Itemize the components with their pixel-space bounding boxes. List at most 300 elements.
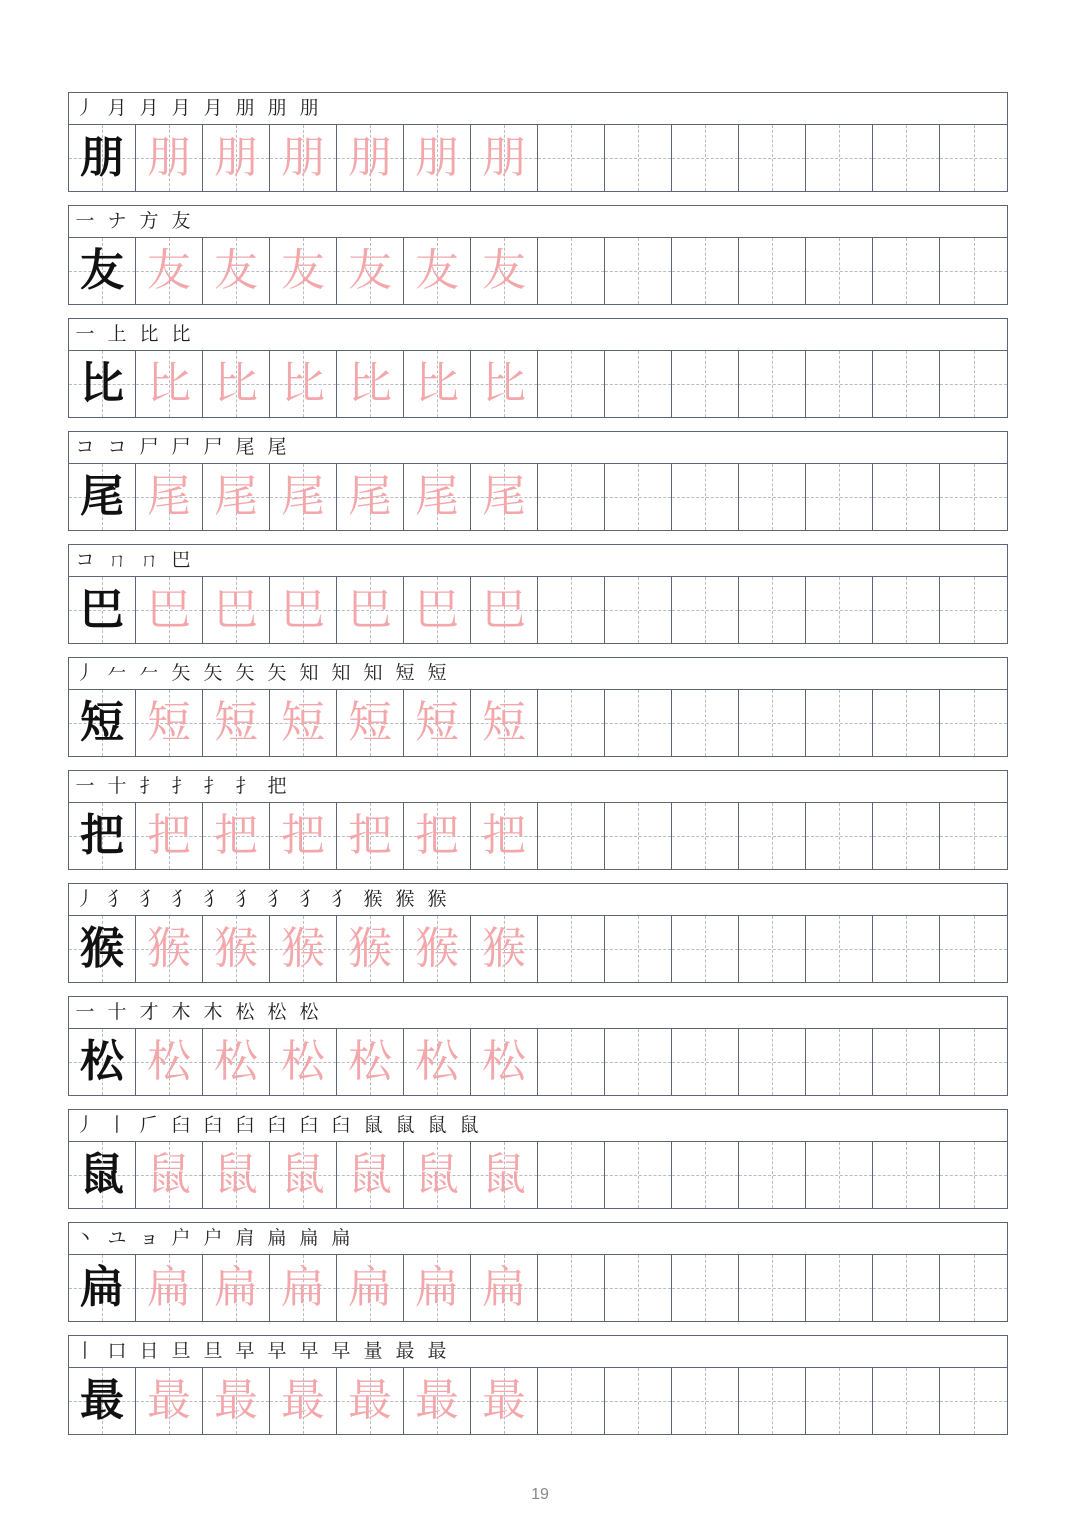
- trace-cell: [337, 690, 404, 756]
- stroke-order-row: [68, 92, 1008, 124]
- character-block: [68, 1222, 1008, 1323]
- trace-character: 短: [415, 697, 459, 748]
- blank-practice-cell[interactable]: [806, 690, 873, 756]
- stroke-step: 知: [363, 662, 383, 684]
- blank-practice-cell[interactable]: [538, 464, 605, 530]
- character-block: [68, 1109, 1008, 1210]
- trace-cell: [337, 1368, 404, 1434]
- character-block: [68, 883, 1008, 984]
- trace-character: 友: [482, 245, 526, 296]
- model-cell: [69, 577, 136, 643]
- blank-practice-cell[interactable]: [605, 1142, 672, 1208]
- stroke-step: 𠂉: [107, 662, 127, 684]
- stroke-step: 臼: [267, 1114, 287, 1136]
- stroke-order-row: [68, 996, 1008, 1028]
- trace-cell: [337, 1255, 404, 1321]
- stroke-step: 月: [107, 97, 127, 119]
- trace-character: 鼠: [147, 1149, 191, 1200]
- page-number: 19: [531, 1486, 549, 1503]
- stroke-step: 犭: [171, 888, 191, 910]
- trace-cell: [471, 351, 538, 417]
- stroke-step: 月: [171, 97, 191, 119]
- trace-character: 友: [415, 245, 459, 296]
- stroke-step: 木: [171, 1001, 191, 1023]
- stroke-step: 早: [267, 1340, 287, 1362]
- trace-character: 比: [348, 358, 392, 409]
- trace-cell: [136, 238, 203, 304]
- blank-practice-cell[interactable]: [873, 351, 940, 417]
- trace-character: 鼠: [415, 1149, 459, 1200]
- stroke-step: 扁: [267, 1227, 287, 1249]
- stroke-order-row: [68, 431, 1008, 463]
- stroke-step: 丨: [75, 1340, 95, 1362]
- stroke-step: 松: [299, 1001, 319, 1023]
- blank-practice-cell[interactable]: [605, 1368, 672, 1434]
- blank-practice-cell[interactable]: [538, 1368, 605, 1434]
- model-cell: [69, 690, 136, 756]
- character-block: [68, 657, 1008, 758]
- model-character: 朋: [80, 132, 124, 183]
- trace-cell: [136, 803, 203, 869]
- stroke-step: 鼠: [427, 1114, 447, 1136]
- blank-practice-cell[interactable]: [538, 690, 605, 756]
- trace-cell: [337, 577, 404, 643]
- trace-cell: [471, 1368, 538, 1434]
- blank-practice-cell[interactable]: [806, 125, 873, 191]
- trace-cell: [471, 690, 538, 756]
- stroke-order-row: [68, 544, 1008, 576]
- stroke-step: 最: [427, 1340, 447, 1362]
- practice-grid: [68, 1141, 1008, 1209]
- blank-practice-cell[interactable]: [739, 803, 806, 869]
- stroke-step: ョ: [139, 1227, 159, 1249]
- trace-cell: [270, 690, 337, 756]
- stroke-step: 肩: [235, 1227, 255, 1249]
- trace-character: 最: [348, 1375, 392, 1426]
- stroke-order-row: [68, 770, 1008, 802]
- stroke-step: 比: [139, 323, 159, 345]
- stroke-step: 扌: [139, 775, 159, 797]
- stroke-step: 早: [331, 1340, 351, 1362]
- stroke-step: ㄇ: [107, 549, 127, 571]
- stroke-order-row: [68, 205, 1008, 237]
- trace-cell: [270, 916, 337, 982]
- blank-practice-cell[interactable]: [739, 1029, 806, 1095]
- model-character: 松: [80, 1036, 124, 1087]
- stroke-step: 臼: [299, 1114, 319, 1136]
- model-character: 最: [80, 1375, 124, 1426]
- trace-cell: [337, 351, 404, 417]
- trace-cell: [471, 1029, 538, 1095]
- stroke-step: 丿: [75, 97, 95, 119]
- blank-practice-cell[interactable]: [940, 1029, 1007, 1095]
- trace-character: 松: [281, 1036, 325, 1087]
- stroke-step: 短: [427, 662, 447, 684]
- trace-cell: [270, 464, 337, 530]
- stroke-step: 𠂆: [139, 1114, 159, 1136]
- trace-character: 扁: [214, 1262, 258, 1313]
- stroke-order-row: [68, 318, 1008, 350]
- trace-cell: [270, 238, 337, 304]
- model-cell: [69, 1368, 136, 1434]
- trace-cell: [270, 1368, 337, 1434]
- model-character: 比: [80, 358, 124, 409]
- trace-cell: [270, 351, 337, 417]
- practice-grid: [68, 237, 1008, 305]
- character-block: [68, 318, 1008, 419]
- blank-practice-cell[interactable]: [806, 1255, 873, 1321]
- trace-cell: [203, 351, 270, 417]
- trace-character: 朋: [482, 132, 526, 183]
- blank-practice-cell[interactable]: [806, 1368, 873, 1434]
- blank-practice-cell[interactable]: [806, 1029, 873, 1095]
- trace-character: 鼠: [482, 1149, 526, 1200]
- trace-cell: [337, 1029, 404, 1095]
- blank-practice-cell[interactable]: [739, 351, 806, 417]
- blank-practice-cell[interactable]: [940, 351, 1007, 417]
- trace-character: 巴: [348, 584, 392, 635]
- blank-practice-cell[interactable]: [739, 1142, 806, 1208]
- trace-character: 把: [214, 810, 258, 861]
- blank-practice-cell[interactable]: [806, 803, 873, 869]
- blank-practice-cell[interactable]: [806, 238, 873, 304]
- stroke-step: 月: [139, 97, 159, 119]
- trace-character: 扁: [281, 1262, 325, 1313]
- stroke-step: 尾: [267, 436, 287, 458]
- trace-character: 尾: [348, 471, 392, 522]
- blank-practice-cell[interactable]: [739, 916, 806, 982]
- trace-cell: [136, 690, 203, 756]
- trace-cell: [404, 803, 471, 869]
- stroke-step: 犭: [235, 888, 255, 910]
- character-block: [68, 92, 1008, 193]
- stroke-step: コ: [107, 436, 127, 458]
- blank-practice-cell[interactable]: [806, 577, 873, 643]
- blank-practice-cell[interactable]: [538, 916, 605, 982]
- model-cell: [69, 916, 136, 982]
- blank-practice-cell[interactable]: [940, 916, 1007, 982]
- trace-cell: [404, 351, 471, 417]
- stroke-step: 丿: [75, 1114, 95, 1136]
- blank-practice-cell[interactable]: [672, 464, 739, 530]
- blank-practice-cell[interactable]: [873, 238, 940, 304]
- stroke-step: 矢: [235, 662, 255, 684]
- stroke-step: 友: [171, 210, 191, 232]
- stroke-step: 矢: [203, 662, 223, 684]
- blank-practice-cell[interactable]: [940, 238, 1007, 304]
- trace-character: 扁: [348, 1262, 392, 1313]
- trace-character: 鼠: [281, 1149, 325, 1200]
- trace-cell: [404, 464, 471, 530]
- blank-practice-cell[interactable]: [605, 577, 672, 643]
- blank-practice-cell[interactable]: [940, 1255, 1007, 1321]
- blank-practice-cell[interactable]: [538, 1255, 605, 1321]
- trace-character: 最: [415, 1375, 459, 1426]
- stroke-step: 松: [267, 1001, 287, 1023]
- trace-cell: [471, 238, 538, 304]
- practice-grid: [68, 463, 1008, 531]
- trace-character: 尾: [482, 471, 526, 522]
- stroke-step: コ: [75, 436, 95, 458]
- trace-character: 猴: [415, 923, 459, 974]
- stroke-step: 一: [75, 210, 95, 232]
- trace-cell: [337, 125, 404, 191]
- blank-practice-cell[interactable]: [605, 1029, 672, 1095]
- trace-character: 鼠: [214, 1149, 258, 1200]
- blank-practice-cell[interactable]: [605, 1255, 672, 1321]
- trace-cell: [471, 803, 538, 869]
- stroke-step: 犭: [331, 888, 351, 910]
- trace-cell: [136, 464, 203, 530]
- blank-practice-cell[interactable]: [538, 1029, 605, 1095]
- trace-character: 巴: [281, 584, 325, 635]
- practice-grid: [68, 802, 1008, 870]
- blank-practice-cell[interactable]: [605, 916, 672, 982]
- stroke-step: 犭: [107, 888, 127, 910]
- trace-character: 比: [147, 358, 191, 409]
- model-cell: [69, 803, 136, 869]
- blank-practice-cell[interactable]: [538, 577, 605, 643]
- trace-character: 猴: [482, 923, 526, 974]
- stroke-step: 臼: [235, 1114, 255, 1136]
- blank-practice-cell[interactable]: [672, 1368, 739, 1434]
- trace-cell: [270, 1255, 337, 1321]
- blank-practice-cell[interactable]: [672, 803, 739, 869]
- stroke-step: 十: [107, 775, 127, 797]
- character-block: [68, 205, 1008, 306]
- trace-character: 友: [147, 245, 191, 296]
- stroke-step: 鼠: [395, 1114, 415, 1136]
- trace-character: 巴: [415, 584, 459, 635]
- blank-practice-cell[interactable]: [873, 1368, 940, 1434]
- trace-character: 朋: [214, 132, 258, 183]
- model-cell: [69, 125, 136, 191]
- stroke-step: 丶: [75, 1227, 95, 1249]
- trace-cell: [337, 464, 404, 530]
- blank-practice-cell[interactable]: [940, 1142, 1007, 1208]
- stroke-step: 犭: [203, 888, 223, 910]
- blank-practice-cell[interactable]: [873, 464, 940, 530]
- blank-practice-cell[interactable]: [538, 125, 605, 191]
- stroke-step: 矢: [267, 662, 287, 684]
- stroke-step: 朋: [299, 97, 319, 119]
- blank-practice-cell[interactable]: [806, 916, 873, 982]
- blank-practice-cell[interactable]: [739, 1368, 806, 1434]
- stroke-step: 丿: [75, 662, 95, 684]
- blank-practice-cell[interactable]: [605, 238, 672, 304]
- stroke-step: 尸: [203, 436, 223, 458]
- blank-practice-cell[interactable]: [605, 690, 672, 756]
- trace-cell: [337, 1142, 404, 1208]
- trace-cell: [136, 916, 203, 982]
- stroke-step: 扌: [171, 775, 191, 797]
- blank-practice-cell[interactable]: [538, 238, 605, 304]
- trace-character: 尾: [281, 471, 325, 522]
- trace-character: 松: [147, 1036, 191, 1087]
- blank-practice-cell[interactable]: [873, 1029, 940, 1095]
- character-block: [68, 1335, 1008, 1436]
- stroke-step: 木: [203, 1001, 223, 1023]
- trace-character: 短: [348, 697, 392, 748]
- blank-practice-cell[interactable]: [940, 125, 1007, 191]
- stroke-step: 朋: [235, 97, 255, 119]
- trace-character: 朋: [415, 132, 459, 183]
- trace-cell: [337, 803, 404, 869]
- blank-practice-cell[interactable]: [739, 125, 806, 191]
- stroke-step: 犭: [267, 888, 287, 910]
- blank-practice-cell[interactable]: [940, 577, 1007, 643]
- model-character: 巴: [80, 584, 124, 635]
- stroke-step: 一: [75, 775, 95, 797]
- stroke-step: 朋: [267, 97, 287, 119]
- blank-practice-cell[interactable]: [873, 1142, 940, 1208]
- blank-practice-cell[interactable]: [873, 125, 940, 191]
- stroke-step: 丨: [107, 1114, 127, 1136]
- trace-cell: [203, 577, 270, 643]
- trace-character: 松: [415, 1036, 459, 1087]
- trace-cell: [203, 1029, 270, 1095]
- stroke-step: ㄇ: [139, 549, 159, 571]
- blank-practice-cell[interactable]: [806, 1142, 873, 1208]
- blank-practice-cell[interactable]: [605, 803, 672, 869]
- stroke-order-row: [68, 1335, 1008, 1367]
- trace-character: 朋: [147, 132, 191, 183]
- blank-practice-cell[interactable]: [739, 464, 806, 530]
- blank-practice-cell[interactable]: [538, 803, 605, 869]
- trace-cell: [404, 690, 471, 756]
- stroke-step: 臼: [171, 1114, 191, 1136]
- blank-practice-cell[interactable]: [605, 125, 672, 191]
- stroke-step: 月: [203, 97, 223, 119]
- trace-cell: [471, 464, 538, 530]
- trace-character: 猴: [214, 923, 258, 974]
- stroke-step: 松: [235, 1001, 255, 1023]
- trace-character: 比: [415, 358, 459, 409]
- trace-cell: [471, 1255, 538, 1321]
- blank-practice-cell[interactable]: [672, 916, 739, 982]
- trace-character: 猴: [281, 923, 325, 974]
- trace-character: 短: [214, 697, 258, 748]
- trace-character: 松: [482, 1036, 526, 1087]
- stroke-step: 知: [299, 662, 319, 684]
- trace-cell: [203, 916, 270, 982]
- stroke-step: 口: [107, 1340, 127, 1362]
- blank-practice-cell[interactable]: [672, 238, 739, 304]
- stroke-step: 扁: [299, 1227, 319, 1249]
- blank-practice-cell[interactable]: [739, 577, 806, 643]
- stroke-step: 矢: [171, 662, 191, 684]
- trace-cell: [404, 238, 471, 304]
- blank-practice-cell[interactable]: [940, 1368, 1007, 1434]
- practice-grid: [68, 576, 1008, 644]
- stroke-step: 尸: [171, 436, 191, 458]
- blank-practice-cell[interactable]: [672, 1142, 739, 1208]
- blank-practice-cell[interactable]: [739, 690, 806, 756]
- stroke-step: 方: [139, 210, 159, 232]
- blank-practice-cell[interactable]: [739, 1255, 806, 1321]
- blank-practice-cell[interactable]: [672, 577, 739, 643]
- blank-practice-cell[interactable]: [538, 1142, 605, 1208]
- stroke-order-row: [68, 657, 1008, 689]
- trace-cell: [404, 1029, 471, 1095]
- blank-practice-cell[interactable]: [538, 351, 605, 417]
- stroke-step: 丿: [75, 888, 95, 910]
- trace-character: 把: [147, 810, 191, 861]
- blank-practice-cell[interactable]: [672, 125, 739, 191]
- trace-character: 友: [348, 245, 392, 296]
- stroke-step: 旦: [203, 1340, 223, 1362]
- blank-practice-cell[interactable]: [873, 577, 940, 643]
- blank-practice-cell[interactable]: [672, 351, 739, 417]
- blank-practice-cell[interactable]: [672, 690, 739, 756]
- blank-practice-cell[interactable]: [873, 916, 940, 982]
- blank-practice-cell[interactable]: [940, 690, 1007, 756]
- blank-practice-cell[interactable]: [873, 690, 940, 756]
- trace-cell: [270, 1142, 337, 1208]
- model-character: 鼠: [80, 1149, 124, 1200]
- practice-grid: [68, 124, 1008, 192]
- trace-character: 鼠: [348, 1149, 392, 1200]
- stroke-step: 扌: [203, 775, 223, 797]
- trace-cell: [404, 125, 471, 191]
- blank-practice-cell[interactable]: [806, 351, 873, 417]
- stroke-step: 比: [171, 323, 191, 345]
- stroke-step: 把: [267, 775, 287, 797]
- trace-cell: [136, 1142, 203, 1208]
- blank-practice-cell[interactable]: [940, 464, 1007, 530]
- trace-cell: [136, 351, 203, 417]
- trace-character: 朋: [281, 132, 325, 183]
- stroke-step: コ: [75, 549, 95, 571]
- blank-practice-cell[interactable]: [605, 464, 672, 530]
- blank-practice-cell[interactable]: [873, 803, 940, 869]
- practice-grid: [68, 689, 1008, 757]
- blank-practice-cell[interactable]: [739, 238, 806, 304]
- trace-cell: [136, 577, 203, 643]
- trace-character: 尾: [214, 471, 258, 522]
- trace-cell: [471, 125, 538, 191]
- blank-practice-cell[interactable]: [672, 1029, 739, 1095]
- model-cell: [69, 351, 136, 417]
- stroke-step: 猴: [427, 888, 447, 910]
- blank-practice-cell[interactable]: [806, 464, 873, 530]
- blank-practice-cell[interactable]: [873, 1255, 940, 1321]
- trace-cell: [203, 1368, 270, 1434]
- trace-cell: [404, 1368, 471, 1434]
- stroke-step: 犭: [299, 888, 319, 910]
- trace-character: 最: [281, 1375, 325, 1426]
- trace-character: 松: [348, 1036, 392, 1087]
- blank-practice-cell[interactable]: [605, 351, 672, 417]
- trace-cell: [404, 1142, 471, 1208]
- character-block: [68, 544, 1008, 645]
- stroke-step: 扁: [331, 1227, 351, 1249]
- stroke-step: 一: [75, 323, 95, 345]
- stroke-step: 𠂉: [139, 662, 159, 684]
- trace-cell: [136, 1368, 203, 1434]
- blank-practice-cell[interactable]: [672, 1255, 739, 1321]
- stroke-order-row: [68, 1222, 1008, 1254]
- trace-cell: [203, 1142, 270, 1208]
- stroke-step: 量: [363, 1340, 383, 1362]
- trace-cell: [203, 464, 270, 530]
- stroke-step: 旦: [171, 1340, 191, 1362]
- trace-cell: [203, 690, 270, 756]
- blank-practice-cell[interactable]: [940, 803, 1007, 869]
- trace-character: 短: [281, 697, 325, 748]
- stroke-step: 短: [395, 662, 415, 684]
- trace-character: 比: [482, 358, 526, 409]
